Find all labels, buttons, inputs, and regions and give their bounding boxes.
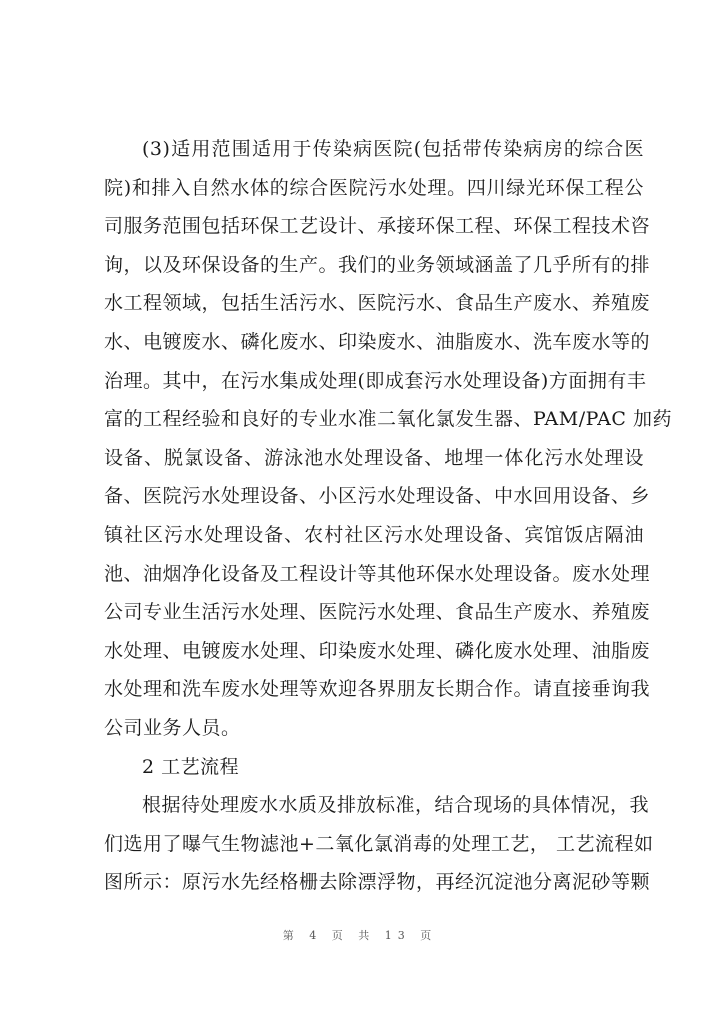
paragraph-line: 水工程领域，包括生活污水、医院污水、食品生产废水、养殖废	[104, 292, 651, 315]
paragraph-line: 镇社区污水处理设备、农村社区污水处理设备、宾馆饭店隔油	[104, 523, 644, 546]
paragraph-line: 水、电镀废水、磷化废水、印染废水、油脂废水、洗车废水等的	[104, 330, 651, 353]
paragraph-line: 根据待处理废水水质及排放标准，结合现场的具体情况，我	[142, 794, 650, 817]
paragraph-line: 水处理、电镀废水处理、印染废水处理、磷化废水处理、油脂废	[104, 639, 651, 662]
paragraph-line: (3)适用范围适用于传染病医院(包括带传染病房的综合医	[142, 138, 644, 160]
paragraph-line: 们选用了曝气生物滤池+二氧化氯消毒的处理工艺， 工艺流程如	[104, 832, 654, 855]
body-text	[104, 130, 672, 902]
paragraph-line: 公司专业生活污水处理、医院污水处理、食品生产废水、养殖废	[104, 601, 651, 624]
paragraph-line: 设备、脱氯设备、游泳池水处理设备、地埋一体化污水处理设	[104, 446, 644, 469]
paragraph-line: 图所示：原污水先经格栅去除漂浮物，再经沉淀池分离泥砂等颗	[104, 871, 651, 894]
paragraph-line: 治理。其中，在污水集成处理(即成套污水处理设备)方面拥有丰	[104, 369, 647, 392]
paragraph-line: 富的工程经验和良好的专业水准二氧化氯发生器、PAM/PAC 加药	[104, 408, 672, 431]
paragraph-line: 询，以及环保设备的生产。我们的业务领域涵盖了几乎所有的排	[104, 253, 651, 276]
page-number-footer: 第 4 页 共 13 页	[282, 929, 438, 942]
paragraph-line: 司服务范围包括环保工艺设计、承接环保工程、环保工程技术咨	[104, 215, 651, 238]
paragraph-line: 公司业务人员。	[104, 716, 241, 739]
paragraph-line: 水处理和洗车废水处理等欢迎各界朋友长期合作。请直接垂询我	[104, 678, 651, 701]
paragraph-line: 备、医院污水处理设备、小区污水处理设备、中水回用设备、乡	[104, 485, 651, 508]
paragraph-line: 池、油烟净化设备及工程设计等其他环保水处理设备。废水处理	[104, 562, 651, 585]
section-heading: 2 工艺流程	[142, 755, 240, 778]
paragraph-line: 院)和排入自然水体的综合医院污水处理。四川绿光环保工程公	[104, 176, 644, 199]
